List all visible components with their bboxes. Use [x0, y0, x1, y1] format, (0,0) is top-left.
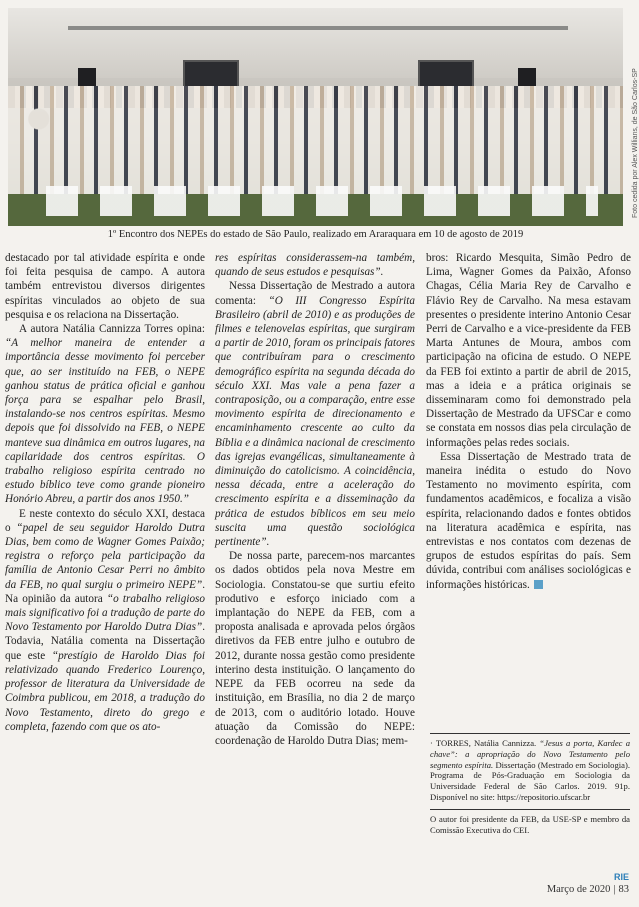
event-photo	[8, 8, 623, 226]
page-number: 83	[618, 884, 629, 895]
paragraph: bros: Ricardo Mesquita, Simão Pedro de Lima, Wagner Gomes da Paixão, Afonso Chagas, Célia Maria Rey de Carvalho e Flávio Rey de Carvalho. Na mesa estavam presentes o presidente interino Antonio Cesar Perri de Carvalho e a vice-presidente da FEB Marta Antunes de Moura, ambos com participação na oficina de estudo. O NEPE da FEB foi extinto a partir de abril de 2015, mas a ideia e a prática originais se disseminaram como foi demonstrado pela Dissertação de Mestrado da UFSCar e como se constata em nossos dias pela circulação de informações pelas redes sociais.	[426, 252, 631, 449]
chairs-row	[38, 186, 598, 216]
paragraph: A autora Natália Cannizza Torres opina: “A melhor maneira de entender a importância desse movimento foi perceber que, ao ser instituído na FEB, o NEPE ganhou status de prática oficial e ganhou força para se espalhar pelo Brasil, instalando-se nos centros espíritas. Mesmo depois que foi dissolvido na FEB, o NEPE manteve sua dinâmica em outros lugares, na capilaridade dos centros espíritas. O trabalho religioso espírita centrado no estudo bíblico teve como grande pioneiro Honório Abreu, a partir dos anos 1950.”	[5, 323, 205, 506]
divider	[430, 733, 630, 734]
photo-credit: Foto cedida por Alex Willians, de São Carlos-SP	[632, 68, 639, 218]
column-2	[215, 251, 415, 748]
tent-beam	[68, 26, 568, 30]
divider	[430, 809, 630, 810]
magazine-logo: RIE	[613, 872, 629, 882]
paragraph: destacado por tal atividade espírita e onde foi feita pesquisa de campo. A autora também entrevistou diversos dirigentes espíritas vinculados ao objeto de sua pesquisa e os relaciona na Dissertação.	[5, 252, 205, 321]
paragraph: res espíritas considerassem-na também, quando de seus estudos e pesquisas”.	[215, 252, 415, 279]
paragraph: Nessa Dissertação de Mestrado a autora comenta: “O III Congresso Espírita Brasileiro (abril de 2010) e as produções de filmes e telenovelas espíritas, que surgiram a partir de 2010, foram os principais fatores que contribuíram para o crescimento demográfico espírita na segunda década do século XXI. Mas vale a pena fazer a contraposição, ou a comparação, entre esse movimento espírita de direcionamento e encaminhamento crescente ao culto da Bíblia e a dinâmica nacional de crescimento das igrejas evangélicas, simultaneamente à diminuição do catolicismo. A coincidência, nessa década, entre a aceleração do crescimento espírita e a disseminação da prática de estudos bíblicos em seu meio suscita uma questão sociológica pertinente”.	[215, 280, 415, 549]
end-mark-icon	[534, 580, 543, 589]
column-1	[5, 251, 205, 734]
footer-separator: |	[613, 884, 616, 895]
crowd	[8, 86, 623, 196]
reference: · TORRES, Natália Cannizza. “Jesus a porta, Kardec a chave”: a apropriação do Novo Testamento pelo segmento espírita. Dissertação (Mestrado em Sociologia). Programa de Pós-Graduação em Sociologia da Universidade Federal de São Carlos. 2019. 91p. Disponível no site: https://repositorio.ufscar.br	[430, 738, 630, 802]
issue-date: Março de 2020	[546, 884, 611, 895]
column-3	[426, 251, 631, 592]
page-footer	[547, 884, 629, 895]
paragraph: E neste contexto do século XXI, destaca o “papel de seu seguidor Haroldo Dutra Dias, bem como de Wagner Gomes Paixão; registra o reforço pela participação da família de Antonio Cesar Perri no âmbito da FEB, no qual surgiu o primeiro NEPE”. Na opinião da autora “o trabalho religioso mais significativo foi a tradução de parte do Novo Testamento por Haroldo Dutra Dias”. Todavia, Natália comenta na Dissertação que este “prestígio de Haroldo Dias foi relativizado quando Frederico Lourenço, professor de literatura da Universidade de Coimbra publicou, em 2018, a tradução do Novo Testamento, direto do grego e completa, fazendo com que os ato-	[5, 507, 206, 733]
footnotes	[430, 733, 630, 841]
author-note: O autor foi presidente da FEB, da USE-SP e membro da Comissão Executiva do CEI.	[430, 813, 630, 835]
paragraph: De nossa parte, parecem-nos marcantes os dados obtidos pela nova Mestre em Sociologia. Constatou-se que surtiu efeito produtivo e esforço iniciado com a implantação do NEPE da FEB, com a proposta analisada e aprovada pelos órgãos diretivos da FEB entre julho e outubro de 2012, durante nossa gestão como presidente interino desta instituição. O lançamento do NEPE da FEB ocorreu na sede da instituição, em Brasília, no dia 2 de março de 2013, com o auditório lotado. Houve atuação da Comissão do NEPE: coordenação de Haroldo Dutra Dias; mem-	[215, 550, 415, 747]
paragraph: Essa Dissertação de Mestrado trata de maneira inédita o estudo do Novo Testamento no movimento espírita, com fundamentos acadêmicos, e focaliza a visão espírita, relacionando dados e fontes obtidos na literatura acadêmica e espírita, nas entrevistas e nos contatos com dezenas de grupos de estudos espíritas do país. Sem dúvida, contribui com análises sociológicas e informações históricas.	[426, 450, 631, 591]
photo-caption: 1º Encontro dos NEPEs do estado de São Paulo, realizado em Araraquara em 10 de agosto de 2019	[107, 229, 524, 240]
